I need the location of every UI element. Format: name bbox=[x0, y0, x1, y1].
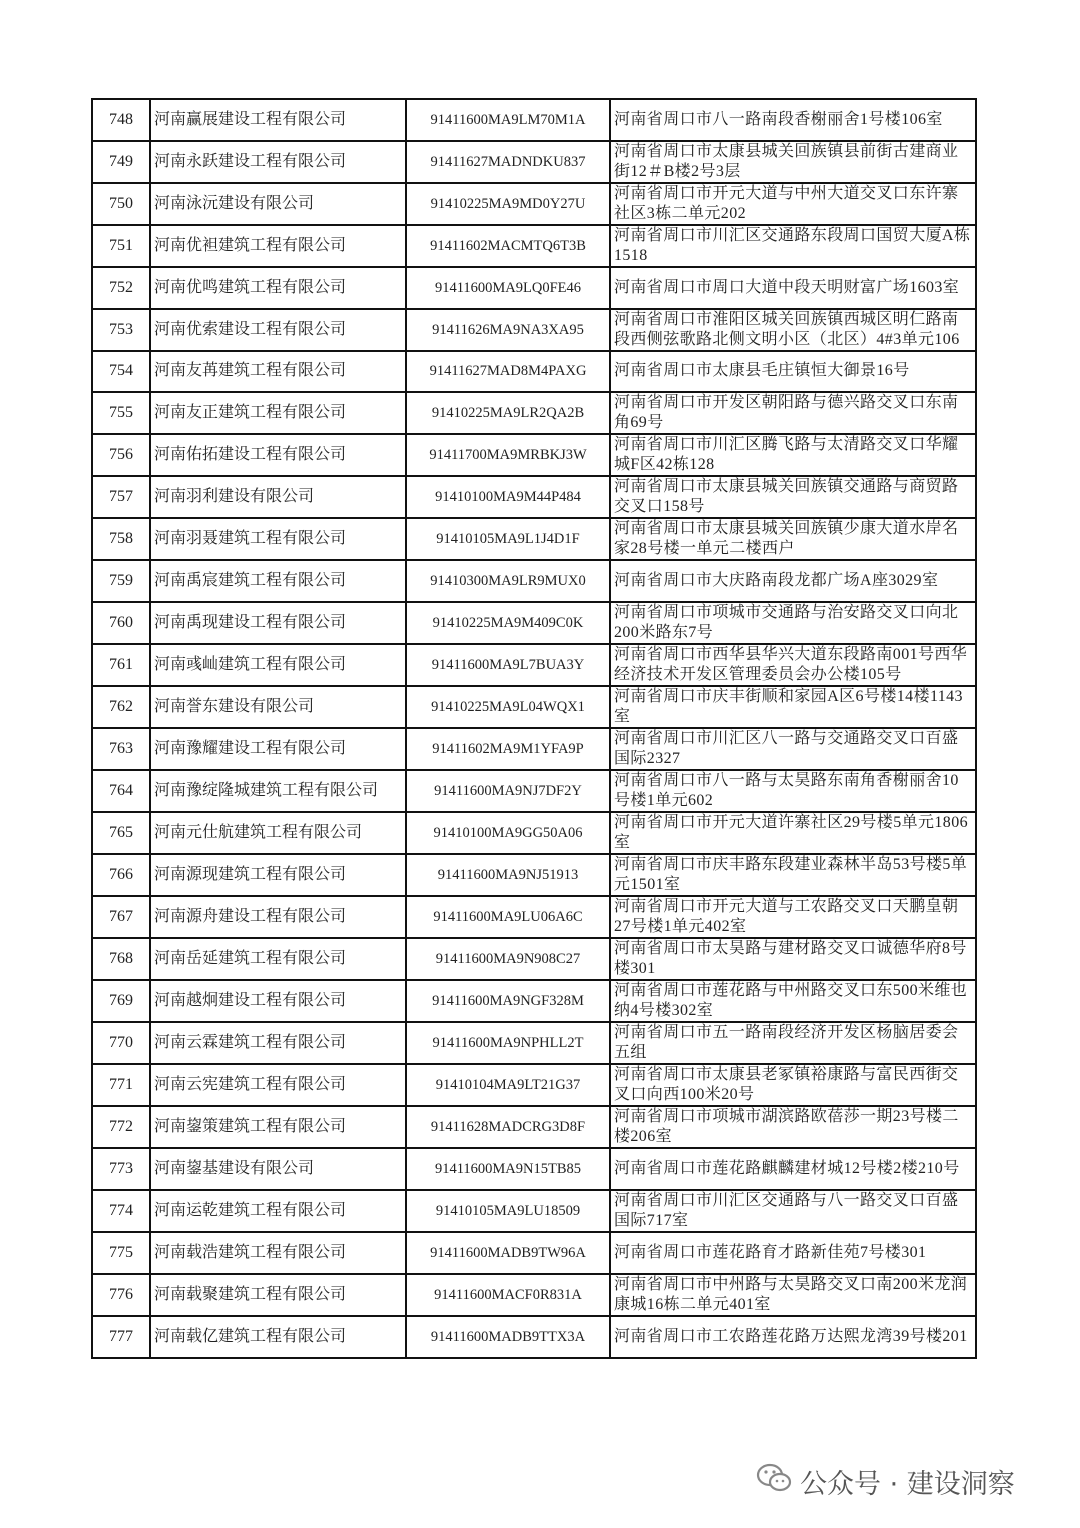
table-row bbox=[92, 644, 976, 686]
table-row bbox=[92, 351, 976, 393]
credit-code: 91410300MA9LR9MUX0 bbox=[406, 560, 610, 602]
company-name: 河南云霖建筑工程有限公司 bbox=[150, 1022, 406, 1064]
company-table-body bbox=[92, 99, 976, 1358]
company-name: 河南优鸣建筑工程有限公司 bbox=[150, 267, 406, 309]
company-address: 河南省周口市川汇区八一路与交通路交叉口百盛国际2327 bbox=[610, 728, 976, 770]
table-row bbox=[92, 770, 976, 812]
credit-code: 91411602MACMTQ6T3B bbox=[406, 225, 610, 267]
credit-code: 91410225MA9MD0Y27U bbox=[406, 183, 610, 225]
row-number: 764 bbox=[92, 770, 150, 812]
table-row bbox=[92, 1148, 976, 1190]
company-name: 河南元仕航建筑工程有限公司 bbox=[150, 812, 406, 854]
table-row bbox=[92, 183, 976, 225]
company-address: 河南省周口市太昊路与建材路交叉口诚德华府8号楼301 bbox=[610, 938, 976, 980]
table-row bbox=[92, 434, 976, 476]
company-table bbox=[91, 98, 977, 1359]
table-row bbox=[92, 99, 976, 141]
company-address: 河南省周口市开元大道与中州大道交叉口东许寨社区3栋二单元202 bbox=[610, 183, 976, 225]
table-row bbox=[92, 1274, 976, 1316]
credit-code: 91410100MA9GG50A06 bbox=[406, 812, 610, 854]
credit-code: 91410105MA9LU18509 bbox=[406, 1190, 610, 1232]
row-number: 766 bbox=[92, 854, 150, 896]
row-number: 753 bbox=[92, 309, 150, 351]
row-number: 763 bbox=[92, 728, 150, 770]
credit-code: 91411600MA9N908C27 bbox=[406, 938, 610, 980]
company-address: 河南省周口市项城市湖滨路欧蓓莎一期23号楼二楼206室 bbox=[610, 1106, 976, 1148]
company-name: 河南彧屾建筑工程有限公司 bbox=[150, 644, 406, 686]
table-row bbox=[92, 225, 976, 267]
company-name: 河南运乾建筑工程有限公司 bbox=[150, 1190, 406, 1232]
table-row bbox=[92, 812, 976, 854]
table-row bbox=[92, 1190, 976, 1232]
company-address: 河南省周口市莲花路与中州路交叉口东500米维也纳4号楼302室 bbox=[610, 980, 976, 1022]
company-address: 河南省周口市莲花路麒麟建材城12号楼2楼210号 bbox=[610, 1148, 976, 1190]
company-name: 河南豫绽隆城建筑工程有限公司 bbox=[150, 770, 406, 812]
company-name: 河南豫耀建设工程有限公司 bbox=[150, 728, 406, 770]
company-name: 河南载浩建筑工程有限公司 bbox=[150, 1232, 406, 1274]
company-address: 河南省周口市项城市交通路与治安路交叉口向北200米路东7号 bbox=[610, 602, 976, 644]
row-number: 765 bbox=[92, 812, 150, 854]
company-address: 河南省周口市川汇区腾飞路与太清路交叉口华耀城F区42栋128 bbox=[610, 434, 976, 476]
credit-code: 91411600MA9NJ51913 bbox=[406, 854, 610, 896]
table-row bbox=[92, 980, 976, 1022]
table-row bbox=[92, 1106, 976, 1148]
wechat-icon bbox=[756, 1463, 792, 1500]
credit-code: 91411628MADCRG3D8F bbox=[406, 1106, 610, 1148]
company-address: 河南省周口市庆丰街顺和家园A区6号楼14楼1143室 bbox=[610, 686, 976, 728]
table-row bbox=[92, 854, 976, 896]
company-name: 河南源舟建设工程有限公司 bbox=[150, 896, 406, 938]
company-name: 河南载亿建筑工程有限公司 bbox=[150, 1316, 406, 1358]
company-address: 河南省周口市周口大道中段天明财富广场1603室 bbox=[610, 267, 976, 309]
credit-code: 91411600MA9NGF328M bbox=[406, 980, 610, 1022]
row-number: 776 bbox=[92, 1274, 150, 1316]
table-row bbox=[92, 1232, 976, 1274]
company-address: 河南省周口市大庆路南段龙都广场A座3029室 bbox=[610, 560, 976, 602]
table-row bbox=[92, 267, 976, 309]
row-number: 750 bbox=[92, 183, 150, 225]
company-name: 河南羽聂建筑工程有限公司 bbox=[150, 518, 406, 560]
company-name: 河南源现建筑工程有限公司 bbox=[150, 854, 406, 896]
table-row bbox=[92, 686, 976, 728]
company-name: 河南鋆基建设有限公司 bbox=[150, 1148, 406, 1190]
credit-code: 91411626MA9NA3XA95 bbox=[406, 309, 610, 351]
row-number: 752 bbox=[92, 267, 150, 309]
row-number: 772 bbox=[92, 1106, 150, 1148]
company-name: 河南誉东建设有限公司 bbox=[150, 686, 406, 728]
company-name: 河南越炯建设工程有限公司 bbox=[150, 980, 406, 1022]
table-row bbox=[92, 1022, 976, 1064]
row-number: 758 bbox=[92, 518, 150, 560]
credit-code: 91411600MA9LM70M1A bbox=[406, 99, 610, 141]
company-address: 河南省周口市庆丰路东段建业森林半岛53号楼5单元1501室 bbox=[610, 854, 976, 896]
credit-code: 91410225MA9M409C0K bbox=[406, 602, 610, 644]
company-name: 河南云宪建筑工程有限公司 bbox=[150, 1064, 406, 1106]
company-address: 河南省周口市川汇区交通路与八一路交叉口百盛国际717室 bbox=[610, 1190, 976, 1232]
credit-code: 91411600MACF0R831A bbox=[406, 1274, 610, 1316]
company-address: 河南省周口市开元大道与工农路交叉口天鹏皇朝27号楼1单元402室 bbox=[610, 896, 976, 938]
company-address: 河南省周口市太康县城关回族镇县前街古建商业街12＃B楼2号3层 bbox=[610, 141, 976, 183]
row-number: 749 bbox=[92, 141, 150, 183]
table-row bbox=[92, 141, 976, 183]
company-name: 河南友正建筑工程有限公司 bbox=[150, 392, 406, 434]
company-name: 河南鋆策建筑工程有限公司 bbox=[150, 1106, 406, 1148]
table-row bbox=[92, 560, 976, 602]
company-address: 河南省周口市八一路与太昊路东南角香榭丽舍10号楼1单元602 bbox=[610, 770, 976, 812]
company-address: 河南省周口市五一路南段经济开发区杨脑居委会五组 bbox=[610, 1022, 976, 1064]
credit-code: 91411700MA9MRBKJ3W bbox=[406, 434, 610, 476]
table-row bbox=[92, 938, 976, 980]
company-address: 河南省周口市淮阳区城关回族镇西城区明仁路南段西侧弦歌路北侧文明小区（北区）4#3单元106 bbox=[610, 309, 976, 351]
row-number: 754 bbox=[92, 351, 150, 393]
table-row bbox=[92, 518, 976, 560]
row-number: 757 bbox=[92, 476, 150, 518]
company-address: 河南省周口市太康县老冢镇裕康路与富民西街交叉口向西100米20号 bbox=[610, 1064, 976, 1106]
company-address: 河南省周口市太康县城关回族镇少康大道水岸名家28号楼一单元二楼西户 bbox=[610, 518, 976, 560]
row-number: 762 bbox=[92, 686, 150, 728]
company-name: 河南优袒建筑工程有限公司 bbox=[150, 225, 406, 267]
company-address: 河南省周口市开元大道许寨社区29号楼5单元1806室 bbox=[610, 812, 976, 854]
row-number: 767 bbox=[92, 896, 150, 938]
company-name: 河南友苒建筑工程有限公司 bbox=[150, 351, 406, 393]
row-number: 756 bbox=[92, 434, 150, 476]
row-number: 774 bbox=[92, 1190, 150, 1232]
row-number: 768 bbox=[92, 938, 150, 980]
credit-code: 91410225MA9LR2QA2B bbox=[406, 392, 610, 434]
company-name: 河南岳延建筑工程有限公司 bbox=[150, 938, 406, 980]
row-number: 748 bbox=[92, 99, 150, 141]
credit-code: 91410100MA9M44P484 bbox=[406, 476, 610, 518]
row-number: 770 bbox=[92, 1022, 150, 1064]
company-address: 河南省周口市开发区朝阳路与德兴路交叉口东南角69号 bbox=[610, 392, 976, 434]
credit-code: 91411600MA9LU06A6C bbox=[406, 896, 610, 938]
table-row bbox=[92, 309, 976, 351]
row-number: 775 bbox=[92, 1232, 150, 1274]
row-number: 751 bbox=[92, 225, 150, 267]
row-number: 773 bbox=[92, 1148, 150, 1190]
company-address: 河南省周口市工农路莲花路万达熙龙湾39号楼201 bbox=[610, 1316, 976, 1358]
company-name: 河南佑拓建设工程有限公司 bbox=[150, 434, 406, 476]
table-row bbox=[92, 896, 976, 938]
company-name: 河南禹宸建筑工程有限公司 bbox=[150, 560, 406, 602]
credit-code: 91411600MADB9TTX3A bbox=[406, 1316, 610, 1358]
credit-code: 91410225MA9L04WQX1 bbox=[406, 686, 610, 728]
credit-code: 91411600MA9NPHLL2T bbox=[406, 1022, 610, 1064]
credit-code: 91411627MAD8M4PAXG bbox=[406, 351, 610, 393]
table-row bbox=[92, 392, 976, 434]
company-address: 河南省周口市中州路与太昊路交叉口南200米龙润康城16栋二单元401室 bbox=[610, 1274, 976, 1316]
row-number: 771 bbox=[92, 1064, 150, 1106]
credit-code: 91411600MA9L7BUA3Y bbox=[406, 644, 610, 686]
table-row bbox=[92, 602, 976, 644]
row-number: 769 bbox=[92, 980, 150, 1022]
row-number: 755 bbox=[92, 392, 150, 434]
company-address: 河南省周口市八一路南段香榭丽舍1号楼106室 bbox=[610, 99, 976, 141]
row-number: 777 bbox=[92, 1316, 150, 1358]
company-name: 河南载聚建筑工程有限公司 bbox=[150, 1274, 406, 1316]
table-row bbox=[92, 728, 976, 770]
table-row bbox=[92, 1316, 976, 1358]
company-name: 河南泳沅建设有限公司 bbox=[150, 183, 406, 225]
company-address: 河南省周口市西华县华兴大道东段路南001号西华经济技术开发区管理委员会办公楼105号 bbox=[610, 644, 976, 686]
company-address: 河南省周口市莲花路育才路新佳苑7号楼301 bbox=[610, 1232, 976, 1274]
credit-code: 91410105MA9L1J4D1F bbox=[406, 518, 610, 560]
row-number: 759 bbox=[92, 560, 150, 602]
credit-code: 91411627MADNDKU837 bbox=[406, 141, 610, 183]
company-name: 河南禹现建设工程有限公司 bbox=[150, 602, 406, 644]
table-row bbox=[92, 1064, 976, 1106]
company-name: 河南优索建设工程有限公司 bbox=[150, 309, 406, 351]
company-name: 河南羽利建设有限公司 bbox=[150, 476, 406, 518]
company-address: 河南省周口市太康县毛庄镇恒大御景16号 bbox=[610, 351, 976, 393]
row-number: 761 bbox=[92, 644, 150, 686]
row-number: 760 bbox=[92, 602, 150, 644]
credit-code: 91411600MADB9TW96A bbox=[406, 1232, 610, 1274]
credit-code: 91411600MA9LQ0FE46 bbox=[406, 267, 610, 309]
credit-code: 91411600MA9N15TB85 bbox=[406, 1148, 610, 1190]
watermark-text: 公众号 · 建设洞察 bbox=[800, 1469, 1015, 1500]
company-name: 河南永跃建设工程有限公司 bbox=[150, 141, 406, 183]
credit-code: 91411600MA9NJ7DF2Y bbox=[406, 770, 610, 812]
watermark bbox=[756, 1462, 1015, 1501]
company-address: 河南省周口市太康县城关回族镇交通路与商贸路交叉口158号 bbox=[610, 476, 976, 518]
credit-code: 91411602MA9M1YFA9P bbox=[406, 728, 610, 770]
table-row bbox=[92, 476, 976, 518]
company-address: 河南省周口市川汇区交通路东段周口国贸大厦A栋1518 bbox=[610, 225, 976, 267]
company-name: 河南赢展建设工程有限公司 bbox=[150, 99, 406, 141]
credit-code: 91410104MA9LT21G37 bbox=[406, 1064, 610, 1106]
